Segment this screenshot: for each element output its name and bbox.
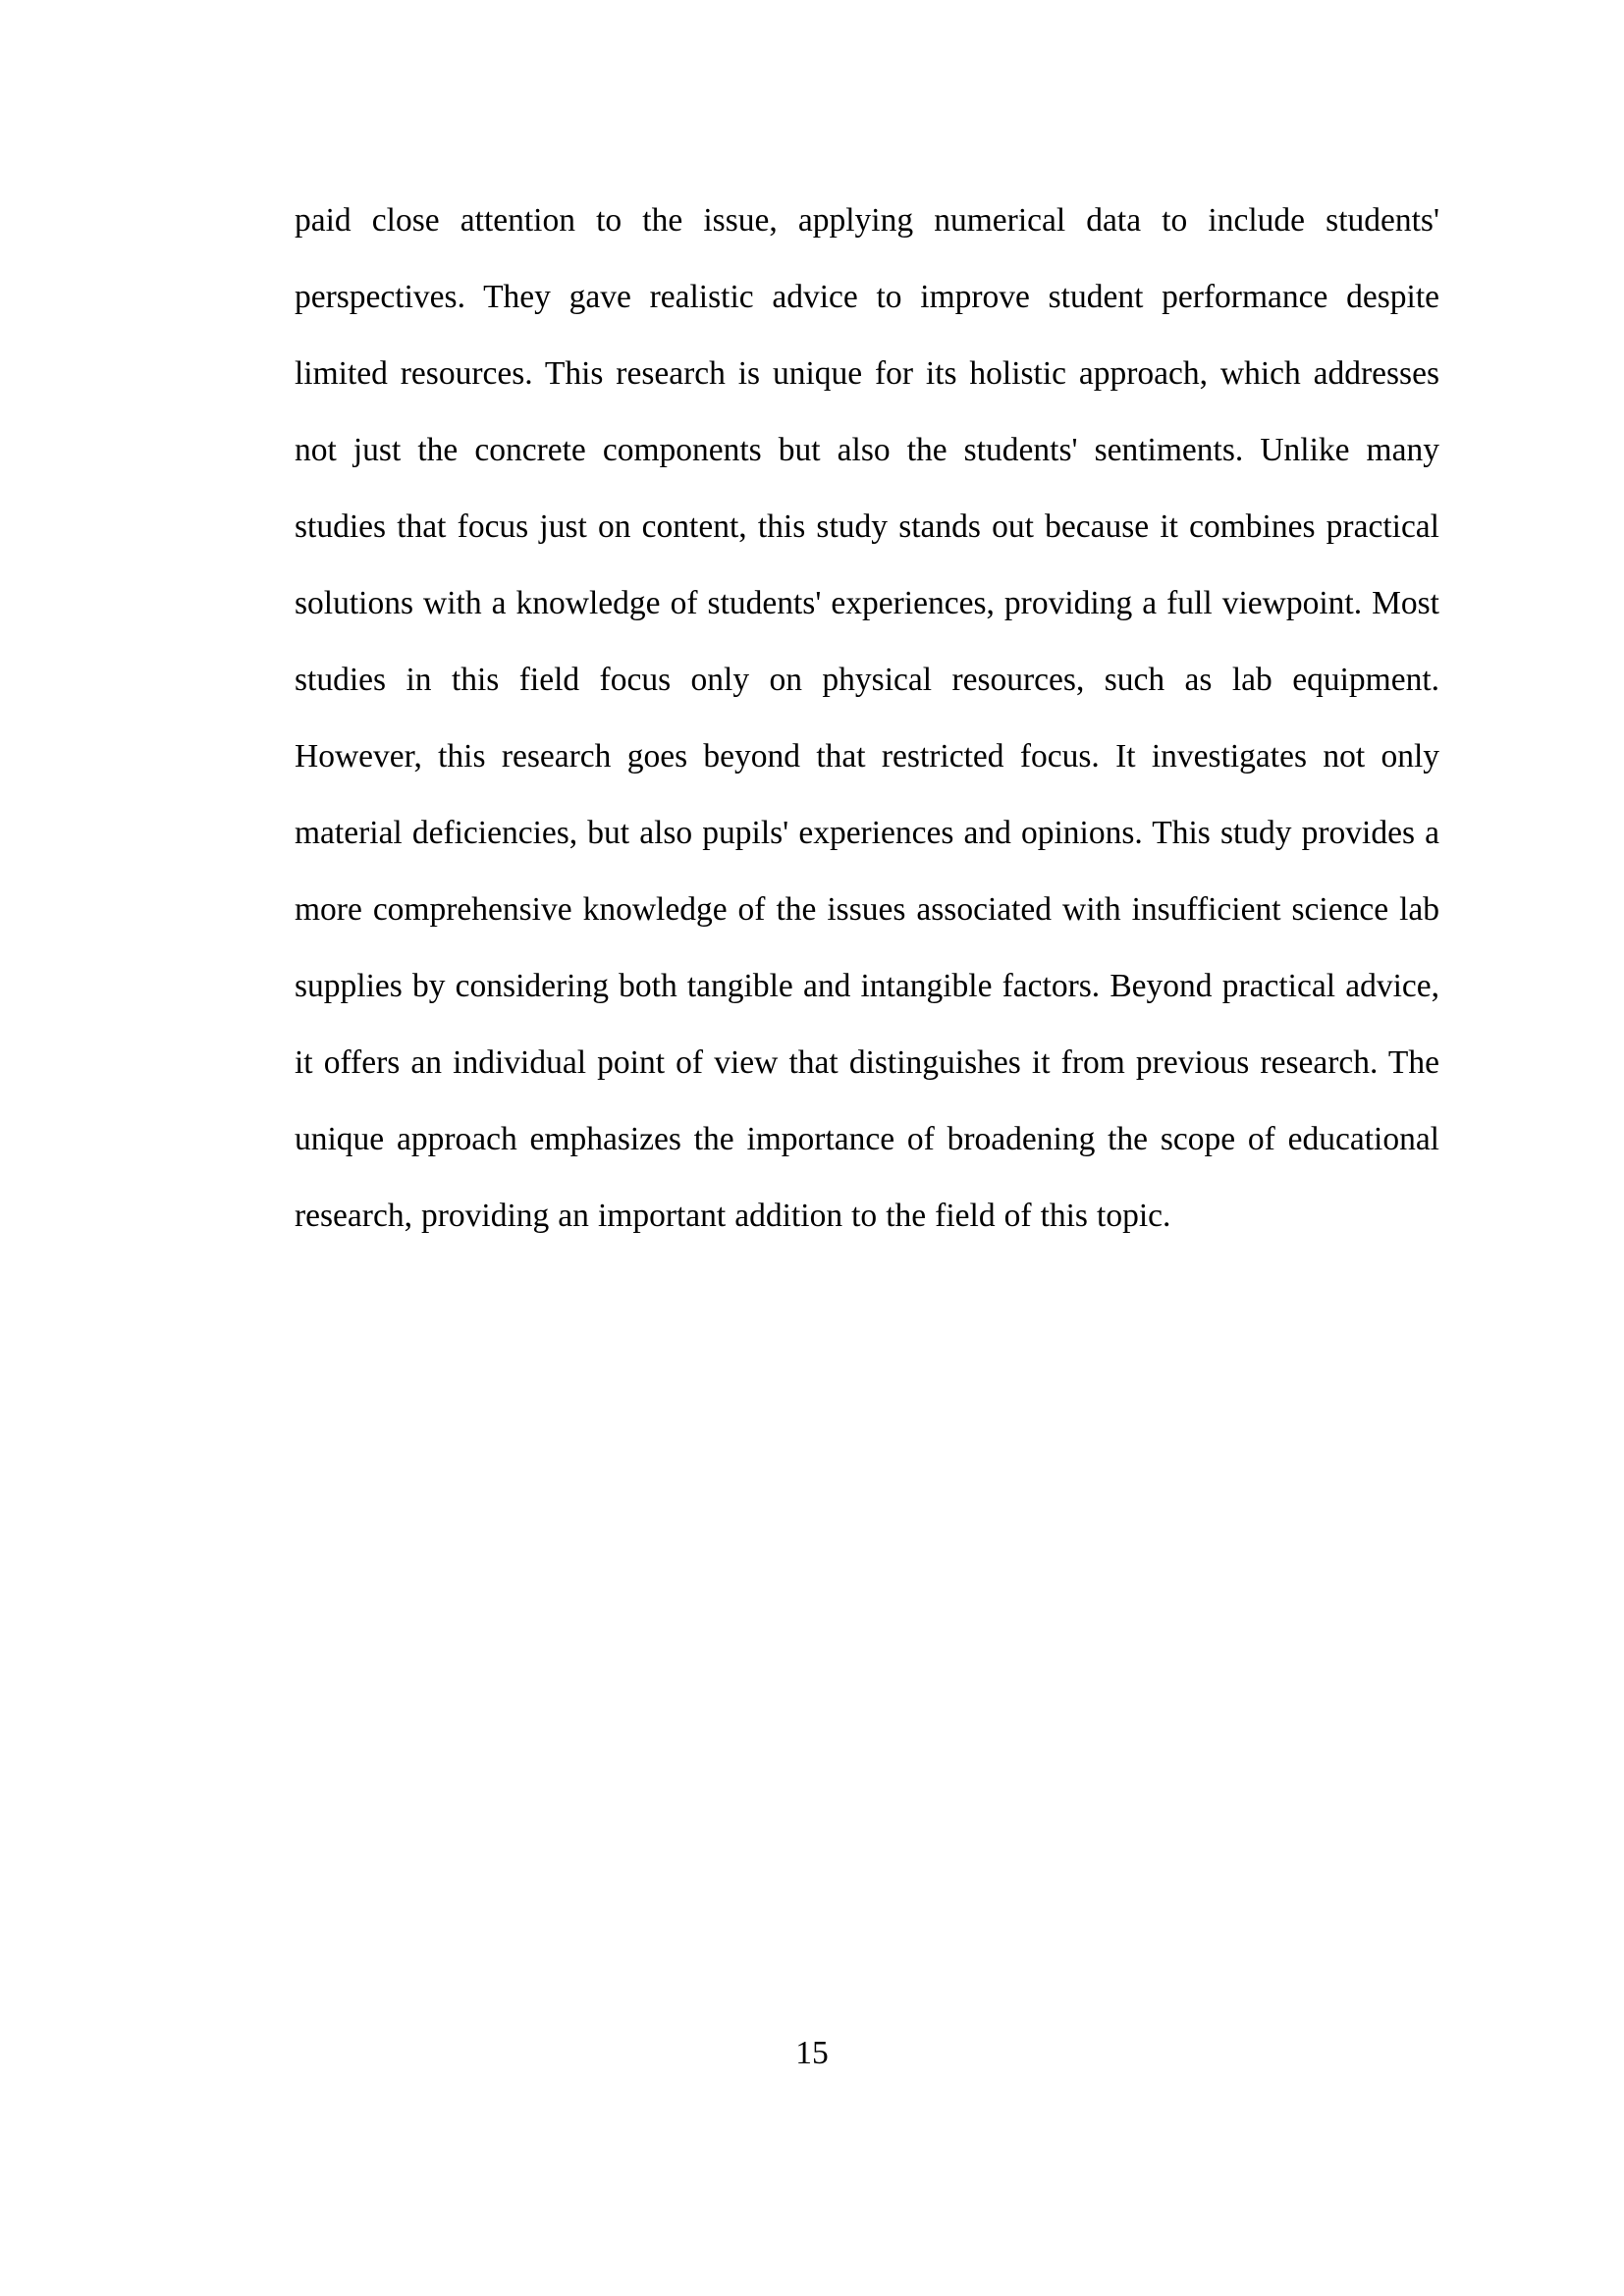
page-number: 15 bbox=[795, 2035, 829, 2071]
page-footer bbox=[0, 2034, 1624, 2073]
page-content-area bbox=[295, 183, 1439, 1255]
body-paragraph: paid close attention to the issue, applying numerical data to include students' perspectives. They gave realistic advice to improve student performance despite limited resources. This research is unique for its holistic approach, which addresses not just the concrete components but also the students' sentiments. Unlike many studies that focus just on content, this study stands out because it combines practical solutions with a knowledge of students' experiences, providing a full viewpoint. Most studies in this field focus only on physical resources, such as lab equipment. However, this research goes beyond that restricted focus. It investigates not only material deficiencies, but also pupils' experiences and opinions. This study provides a more comprehensive knowledge of the issues associated with insufficient science lab supplies by considering both tangible and intangible factors. Beyond practical advice, it offers an individual point of view that distinguishes it from previous research. The unique approach emphasizes the importance of broadening the scope of educational research, providing an important addition to the field of this topic. bbox=[295, 202, 1439, 1234]
